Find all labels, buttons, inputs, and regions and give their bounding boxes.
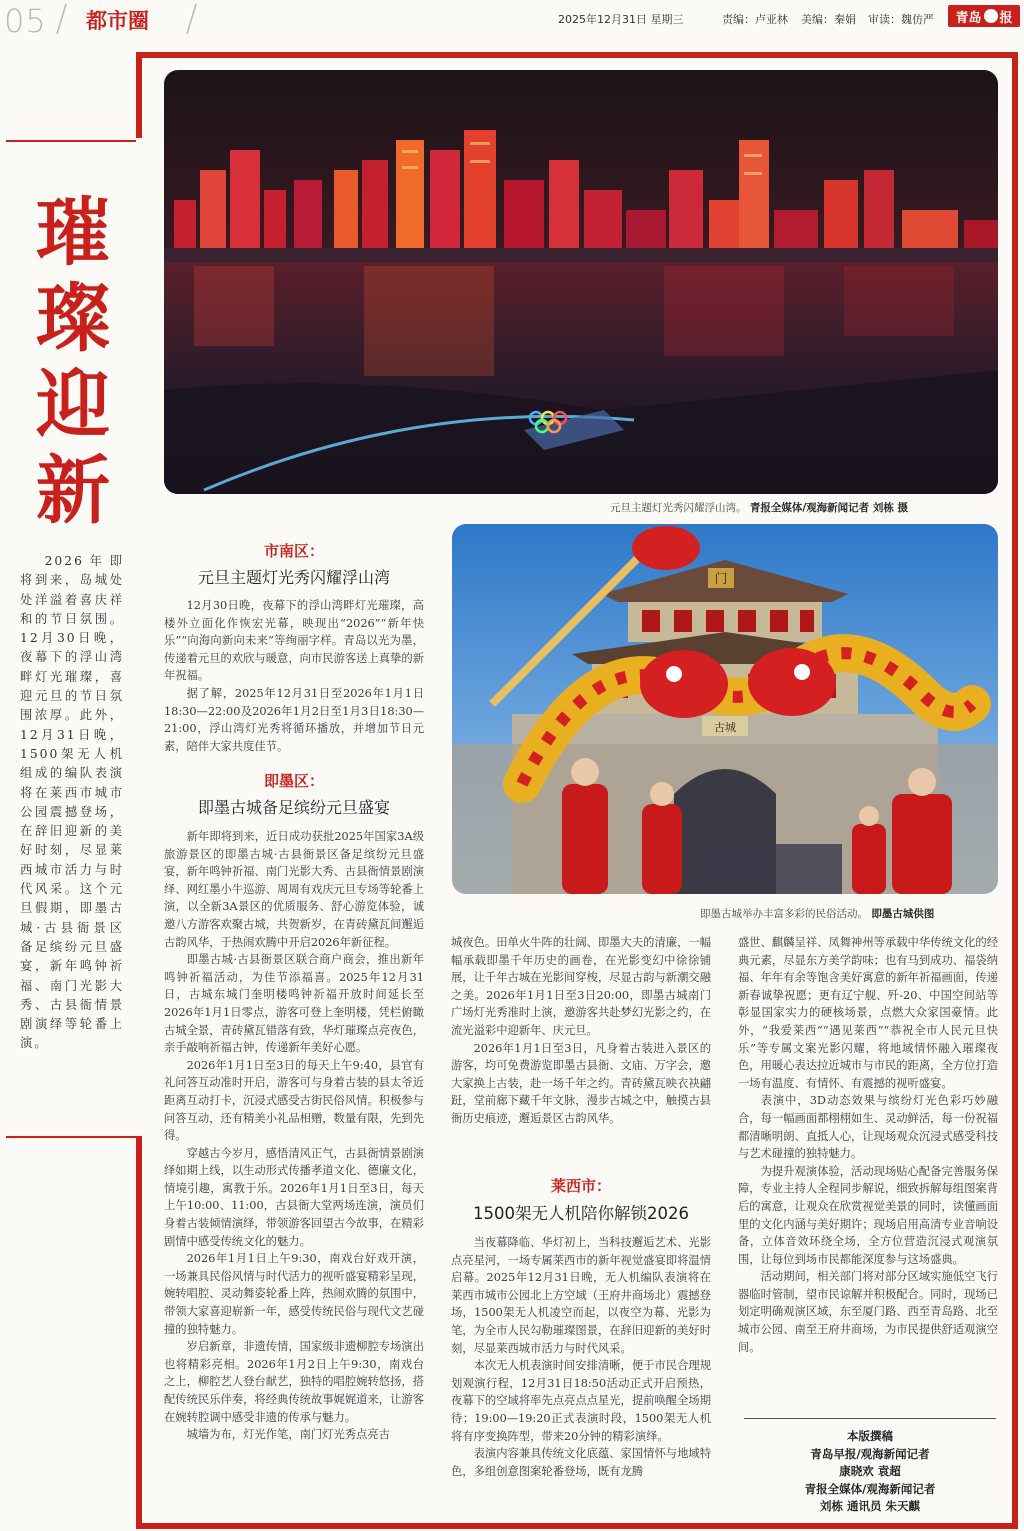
title-char: 新 [36,448,110,534]
article-title-shinan: 元旦主题灯光秀闪耀浮山湾 [197,568,390,587]
byline-org: 青报全媒体/观海新闻记者 [804,1481,936,1496]
gate-sign: 古城 [714,721,736,734]
article-body-laixi [451,1234,711,1518]
page-number: 05 [4,2,47,40]
byline-names: 刘栋 通讯员 朱天麒 [819,1499,920,1514]
paragraph: 城墙为布，灯光作笔，南门灯光秀点亮古 [186,1428,390,1442]
article-title-jimo: 即墨古城备足缤纷元旦盛宴 [197,798,390,817]
title-rule-top [6,140,136,142]
skyline-illustration [164,70,998,494]
section-title: 都市圈 [86,9,149,33]
photo-credit: 即墨古城供图 [871,908,935,920]
divider-slash [184,2,198,36]
article-title-laixi: 1500架无人机陪你解锁2026 [473,1204,689,1223]
caption-text: 即墨古城举办丰富多彩的民俗活动。 [700,908,868,920]
gate-plaque: 门 [714,572,728,587]
photo-credit: 青报全媒体/观海新闻记者 刘栋 摄 [749,502,908,514]
title-char: 迎 [36,362,110,448]
dragon-dance-photo [452,524,998,894]
designer-credit: 美编：秦娟 [801,13,856,26]
paragraph: 表演中，3D动态效果与缤纷灯光色彩巧妙融合，每一幅画面都栩栩如生、灵动鲜活，每一份祝福都清晰明朗、直抵人心，让现场观众沉浸式感受科技与艺术碰撞的独特魅力。 [738,1094,998,1161]
paragraph: 2026年1月1日至3日的每天上午9:40，县官有礼问答互动准时开启，游客可与身着古装的县太爷近距离互动打卡，沉浸式感受古街民俗风情。积极参与问答互动，还有精美小礼品相赠，数量有限，先到先得。 [164,1058,424,1143]
paragraph: 城夜色。田单火牛阵的壮阔、即墨大夫的清廉，一幅幅承载即墨千年历史的画卷，在光影变幻中徐徐铺展，让千年古城在光影间穿梭，尽显古韵与新潮交融之美。2026年1月1日至3日20:00，即墨古城南门广场灯光秀准时上演，邀游客共赴梦幻光影之约，在流光溢彩中迎新年、庆元旦。 [451,936,711,1037]
byline-rule [744,1418,996,1419]
divider-slash [54,2,68,36]
frame-left-lower [136,1136,142,1529]
paragraph: 表演内容兼具传统文化底蕴、家国情怀与地域特色，多组创意图案轮番登场，既有龙腾 [451,1447,711,1478]
dragon-dance-illustration [452,524,998,894]
byline-org: 青岛早报/观海新闻记者 [810,1446,930,1461]
frame-left-stub [136,52,142,138]
article-body-laixi-cont [738,934,998,1404]
byline-heading: 本版撰稿 [847,1429,893,1443]
intro-text: 2026年即将到来，岛城处处洋溢着喜庆祥和的节日氛围。12月30日晚，夜幕下的浮山湾畔灯光璀璨，喜迎元旦的节日氛围浓厚。此外，12月31日晚，1500架无人机组成的编队表演将在莱西市城市公园震撼登场，在辞旧迎新的美好时刻，尽显莱西城市活力与时代风采。这个元旦假期，即墨古城·古县衙景区备足缤纷元旦盛宴，新年鸣钟祈福、南门光影大秀、古县衙情景剧演绎等轮番上演。 [20,554,124,1051]
district-label-shinan: 市南区： [263,542,324,560]
paragraph: 2026年1月1日至3日，凡身着古装进入景区的游客，均可免费游览即墨古县衙、文庙、万字会，邀大家换上古装，赴一场千年之约。青砖黛瓦映衣袂翩跹，堂前廊下藏千年文脉，漫步古城之中，触摸古县衙历史痕迹，邂逅景区古韵风华。 [451,1041,711,1125]
intro-rule-bottom [6,1136,136,1138]
feature-intro [20,552,124,1054]
paragraph: 据了解，2025年12月31日至2026年1月1日18:30—22:00及2026年1月2日至1月3日18:30—21:00，浮山湾灯光秀将循环播放，并增加节日元素，陪伴大家共度佳节。 [164,686,424,753]
newspaper-logo [948,5,1020,27]
paragraph: 为提升观演体验，活动现场贴心配备完善服务保障，专业主持人全程同步解说，细致拆解每组图案背后的寓意，让观众在欣赏视觉美景的同时，读懂画面里的文化内涵与美好期许；现场启用高清专业音响设备，立体音效环绕全场，全方位营造沉浸式观演氛围，让每位到场市民都能深度参与这场盛典。 [738,1164,998,1266]
issue-date: 2025年12月31日 星期三 [558,13,684,26]
logo-suffix: 报 [999,10,1013,26]
paragraph: 即墨古城·古县衙景区联合商户商会，推出新年鸣钟祈福活动，为佳节添福喜。2025年12月31日，古城东城门奎明楼鸣钟祈福开放时间延长至2026年1月1日零点，游客可登上奎明楼，凭栏俯瞰古城全景，青砖黛瓦错落有致，华灯璀璨点亮夜色，亲手敲响祈福古钟，传递新年美好心愿。 [164,953,424,1055]
logo-mark-icon [984,9,998,23]
paragraph: 穿越古今岁月，感悟清风正气，古县衙情景剧演绎如期上线，以生动形式传播孝道文化、德廉文化，情境引趣，寓教于乐。2026年1月1日至3日，每天上午10:00、11:00，古县衙大堂两场连演，演员们身着古装倾情演绎，带领游客回望古今故事，在精彩剧情中感受传统文化的魅力。 [164,1146,424,1248]
feature-title [28,190,118,534]
paragraph: 活动期间，相关部门将对部分区域实施低空飞行器临时管制，望市民谅解并积极配合。同时，现场已划定明确观演区域，东至厦门路、西至青岛路、北至城市公园、南至王府井商场，为市民提供舒适观演空间。 [738,1270,998,1354]
article-body-jimo-cont [451,934,711,1128]
caption-text: 元旦主题灯光秀闪耀浮山湾。 [610,502,747,514]
paragraph: 2026年1月1日上午9:30，南戏台好戏开演，一场兼具民俗风情与时代活力的视听盛宴精彩呈现，婉转唱腔、灵动舞姿轮番上阵，热闹欢腾的氛围中，带领大家喜迎崭新一年，感受传统民俗与现代文艺碰撞的独特魅力。 [164,1252,424,1336]
skyline-photo [164,70,998,494]
district-label-laixi: 莱西市： [550,1177,611,1195]
paragraph: 本次无人机表演时间安排清晰，便于市民合理规划观演行程，12月31日18:50活动正式开启预热，夜幕下的空域将率先点亮点点星光，提前唤醒全场期待；19:00—19:20正式表演时段，1500架无人机将有序变换阵型，带来20分钟的精彩演绎。 [451,1359,711,1443]
frame-bottom [136,1523,1018,1529]
proofreader-credit: 审读：魏仿严 [868,13,934,26]
byline [744,1428,996,1516]
top-photo-caption [610,500,908,515]
paragraph: 盛世、麒麟呈祥、凤舞神州等承载中华传统文化的经典元素，尽显东方美学韵味；也有马到成功、福袋纳福、年年有余等饱含美好寓意的新年祈福画面，传递新春诚挚祝愿；更有辽宁舰、歼-20、中国空间站等彰显国家实力的硬核场景，点燃大众家国豪情。此外，“我爱莱西”“遇见莱西”“恭祝全市人民元旦快乐”等专属文案光影闪耀，将地域情怀融入璀璨夜色，用暖心表达拉近城市与市民的距离，全方位打造一场有温度、有情怀、有震撼的视听盛宴。 [738,936,998,1090]
mid-photo-caption [700,906,934,921]
logo-text: 青岛 [955,10,982,26]
editor-credit: 责编：卢亚林 [722,13,788,26]
title-char: 璀 [36,190,110,276]
article-body-jimo [164,828,424,1518]
article-body-shinan [164,597,424,755]
district-label-jimo: 即墨区： [263,772,324,790]
paragraph: 岁启新章，非遗传情，国家级非遗柳腔专场演出也将精彩亮相。2026年1月2日上午9:30，南戏台之上，柳腔艺人登台献艺，独特的唱腔婉转悠扬，搭配传统民乐伴奏，将经典传统故事娓娓道来，让游客在婉转腔调中感受非遗的传承与魅力。 [164,1340,424,1424]
paragraph: 当夜幕降临、华灯初上，当科技邂逅艺术、光影点亮星河，一场专属莱西市的新年视觉盛宴即将温情启幕。2025年12月31日晚，无人机编队表演将在莱西市城市公园北上方空域（王府井商场北）震撼登场，1500架无人机凌空而起，以夜空为幕、光影为笔，为全市人民勾勒璀璨图景，在辞旧迎新的美好时刻，尽显莱西城市活力与时代风采。 [451,1236,711,1355]
byline-names: 康晓欢 袁超 [839,1464,901,1479]
paragraph: 12月30日晚，夜幕下的浮山湾畔灯光璀璨，高楼外立面化作恢宏光幕，映现出“2026”“新年快乐”“向海向新向未来”等绚丽字样。青岛以光为墨，传递着元旦的欢欣与暖意，向市民游客送上真挚的新年祝福。 [164,599,424,683]
paragraph: 新年即将到来，近日成功获批2025年国家3A级旅游景区的即墨古城·古县衙景区备足缤纷元旦盛宴，新年鸣钟祈福、南门光影大秀、古县衙情景剧演绎、网红墨小牛巡游、周周有戏庆元旦专场等轮番上演，以全新3A景区的优质服务、舒心游览体验，诚邀八方游客欢聚古城，共贺新岁，在青砖黛瓦间邂逅古韵风华，于热闹欢腾中开启2026年新征程。 [164,830,424,949]
title-char: 璨 [36,276,110,362]
